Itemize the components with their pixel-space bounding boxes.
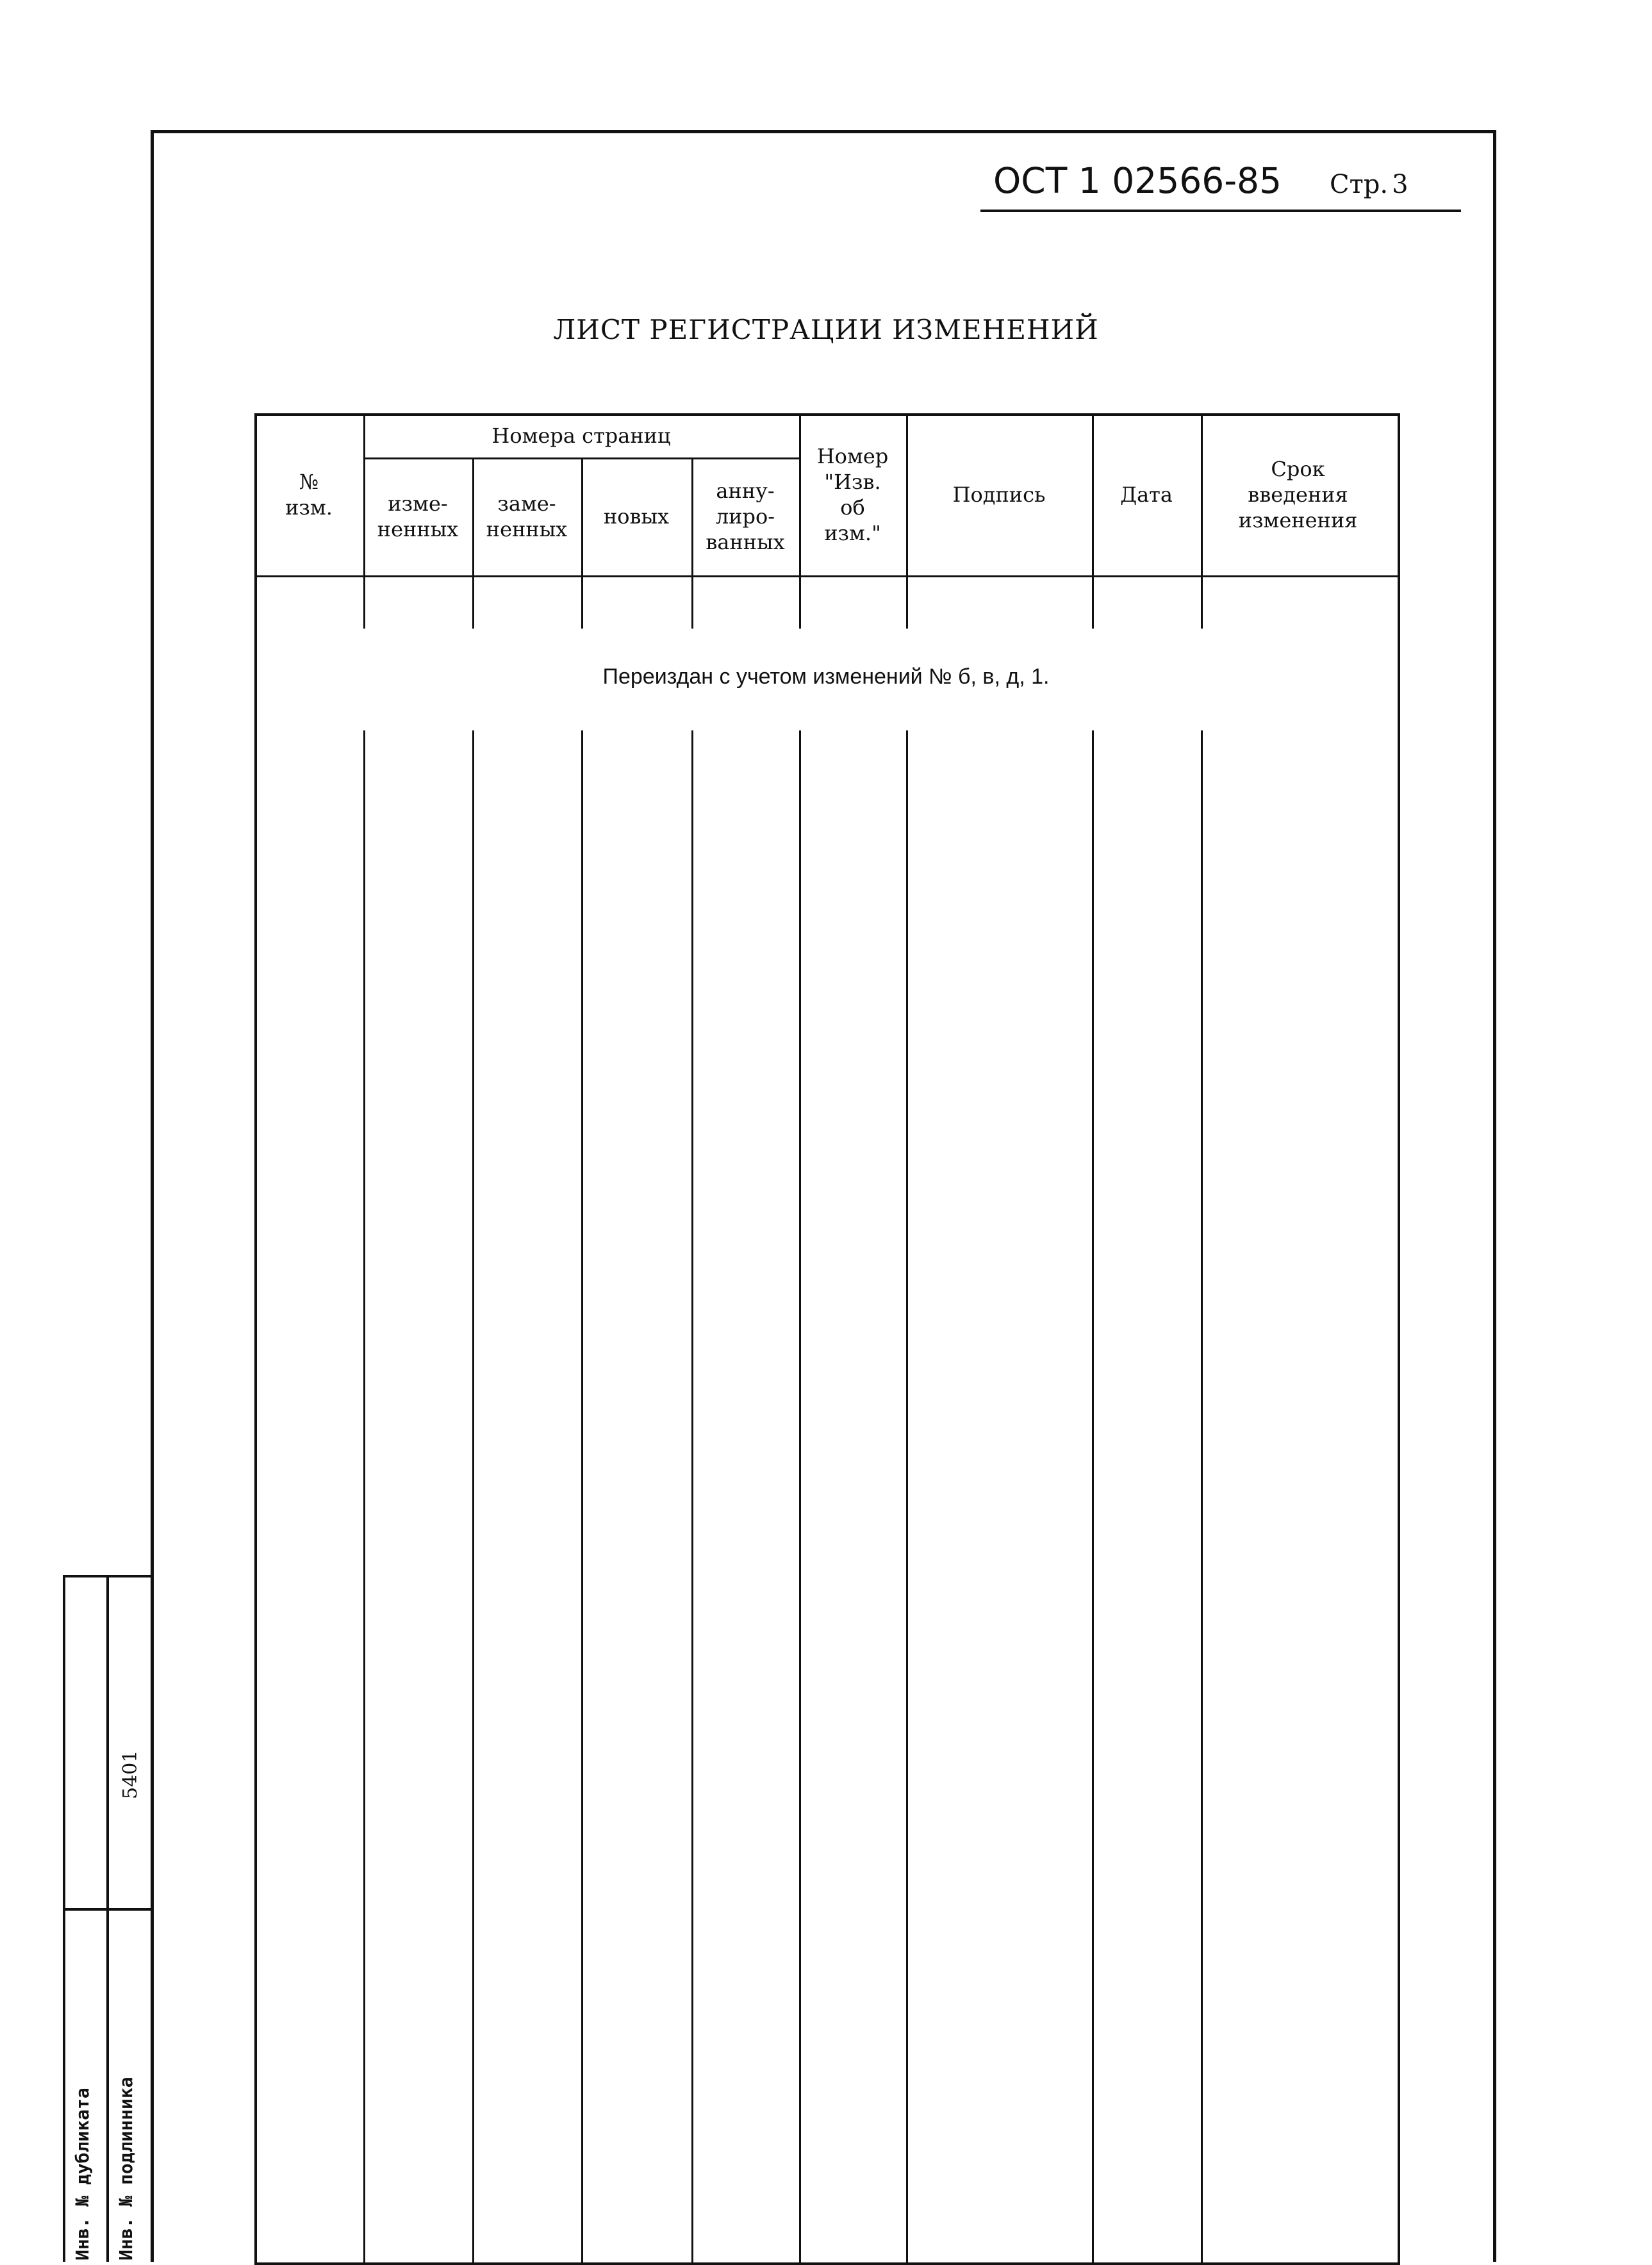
stamp-left-rule (63, 1575, 65, 2262)
page-frame-top (151, 130, 1496, 133)
header-line: введения (1248, 482, 1348, 507)
header-notice-number (799, 413, 906, 575)
document-code: ОСТ 1 02566-85 (993, 160, 1282, 201)
header-change-number (254, 413, 363, 575)
header-line: заме- (497, 491, 556, 516)
header-line: ненных (486, 517, 568, 541)
col-line-lower-5 (799, 730, 801, 2262)
page-indicator (1330, 170, 1408, 199)
table-border (254, 413, 1400, 2265)
header-changed-pages (363, 457, 472, 575)
inv-duplicate-label: Инв. № дубликата (72, 2088, 93, 2261)
col-line-upper-5 (799, 577, 801, 629)
header-line: Срок (1271, 456, 1325, 481)
col-line-upper-8 (1201, 577, 1203, 629)
col-line-lower-7 (1092, 730, 1094, 2262)
stamp-divider (106, 1575, 109, 2262)
page-number: 3 (1392, 170, 1408, 199)
header-line: Подпись (952, 482, 1046, 507)
header-new-pages (581, 457, 691, 575)
inv-original-label: Инв. № подлинника (115, 2077, 136, 2261)
header-bottom-rule (254, 575, 1400, 577)
original-number: 5401 (119, 1750, 142, 1799)
header-cancelled-pages (691, 457, 799, 575)
col-line-lower-8 (1201, 730, 1203, 2262)
header-line: новых (603, 504, 670, 529)
header-line: Номер (816, 443, 889, 468)
header-line: об (840, 495, 865, 520)
header-line: анну- (716, 479, 775, 503)
header-line: изм." (824, 520, 881, 545)
header-line: изме- (388, 491, 448, 516)
header-page-numbers (363, 413, 799, 457)
header-line: Номера страниц (491, 423, 671, 448)
col-line-lower-6 (906, 730, 908, 2262)
header-term (1201, 413, 1395, 575)
inventory-stamp (63, 1575, 153, 2262)
header-line: ненных (377, 517, 459, 541)
changes-registration-table (254, 413, 1400, 2265)
col-line-lower-2 (472, 730, 474, 2262)
header-line: ванных (706, 530, 785, 554)
header-date (1092, 413, 1201, 575)
col-line-upper-7 (1092, 577, 1094, 629)
header-line: № (299, 469, 319, 494)
header-signature (906, 413, 1092, 575)
col-line-upper-2 (472, 577, 474, 629)
page-label: Стр. (1330, 170, 1389, 199)
col-line-lower-1 (363, 730, 365, 2262)
header-line: изменения (1238, 507, 1358, 532)
col-line-lower-4 (691, 730, 693, 2262)
header-line: изм. (285, 495, 333, 520)
sheet-title: ЛИСТ РЕГИСТРАЦИИ ИЗМЕНЕНИЙ (553, 314, 1099, 345)
col-line-upper-4 (691, 577, 693, 629)
header-line: Дата (1120, 482, 1173, 507)
col-line-upper-3 (581, 577, 583, 629)
header-line: лиро- (715, 504, 775, 529)
col-line-lower-3 (581, 730, 583, 2262)
page-frame-right (1493, 130, 1496, 2262)
header-replaced-pages (472, 457, 581, 575)
header-rule (980, 210, 1461, 212)
col-line-upper-1 (363, 577, 365, 629)
reissue-note: Переиздан с учетом изменений № б, в, д, 1. (602, 664, 1050, 689)
header-line: "Изв. (824, 469, 881, 494)
col-line-upper-6 (906, 577, 908, 629)
